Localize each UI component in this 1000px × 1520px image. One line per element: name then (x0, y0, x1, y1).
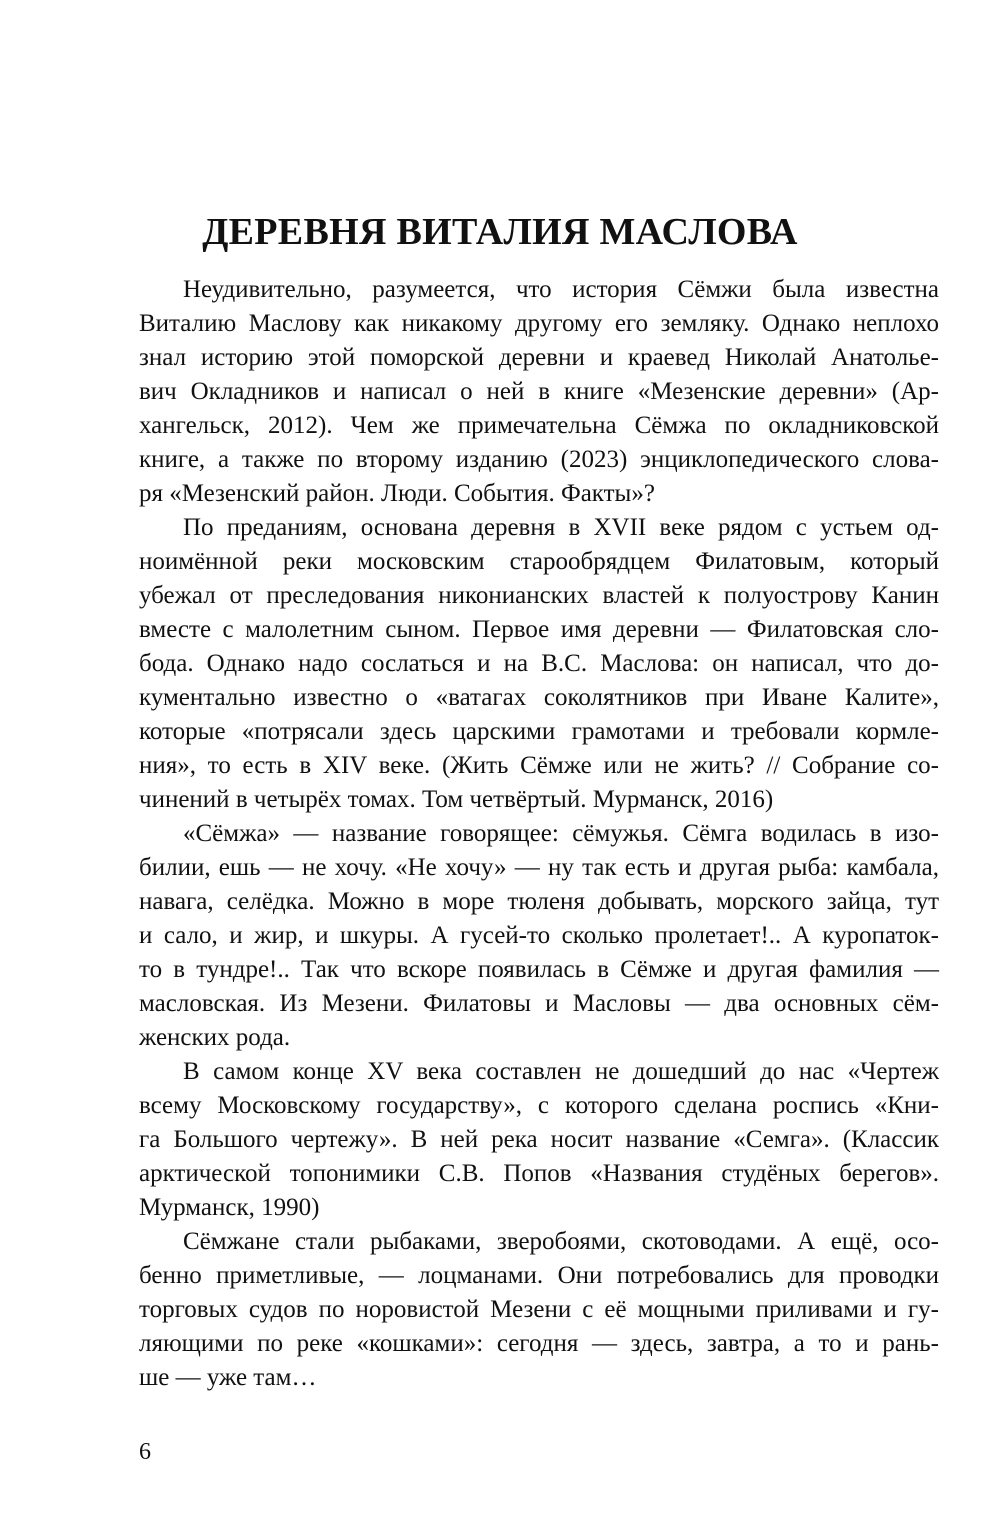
paragraph (139, 511, 939, 817)
text-line: всему Московскому государству», с которого сделана роспись «Кни- (139, 1092, 939, 1119)
text-line: ляющими по реке «кошками»: сегодня — здесь, завтра, а то и рань- (139, 1330, 939, 1357)
paragraph (139, 1055, 939, 1225)
text-line: то в тундре!.. Так что вскоре появилась в Сёмже и другая фамилия — (139, 956, 939, 983)
text-line: Сёмжане стали рыбаками, зверобоями, скотоводами. А ещё, осо- (183, 1228, 939, 1255)
text-line: и сало, и жир, и шкуры. А гусей-то сколько пролетает!.. А куропаток- (139, 922, 939, 949)
text-line: ноимённой реки московским старообрядцем Филатовым, который (139, 548, 939, 575)
text-line: бенно приметливые, — лоцманами. Они потребовались для проводки (139, 1262, 939, 1289)
text-line: Мурманск, 1990) (139, 1194, 320, 1221)
text-line: знал историю этой поморской деревни и краевед Николай Анатолье- (139, 344, 939, 371)
text-line: ря «Мезенский район. Люди. События. Факты»? (139, 480, 655, 507)
text-line: вместе с малолетним сыном. Первое имя деревни — Филатовская сло- (139, 616, 939, 643)
text-line: «Сёмжа» — название говорящее: сёмужья. Сёмга водилась в изо- (183, 820, 939, 847)
text-line: Виталию Маслову как никакому другому его земляку. Однако неплохо (139, 310, 939, 337)
page-number: 6 (139, 1439, 151, 1465)
paragraph (139, 273, 939, 511)
text-line: ше — уже там… (139, 1364, 317, 1391)
text-line: женских рода. (139, 1024, 291, 1051)
text-line: убежал от преследования никонианских властей к полуострову Канин (139, 582, 939, 609)
text-line: ния», то есть в XIV веке. (Жить Сёмже или не жить? // Собрание со- (139, 752, 939, 779)
text-line: масловская. Из Мезени. Филатовы и Масловы — два основных сём- (139, 990, 939, 1017)
text-line: Неудивительно, разумеется, что история Сёмжи была известна (183, 276, 939, 303)
text-line: чинений в четырёх томах. Том четвёртый. Мурманск, 2016) (139, 786, 774, 813)
text-line: торговых судов по норовистой Мезени с её мощными приливами и гу- (139, 1296, 939, 1323)
chapter-title: ДЕРЕВНЯ ВИТАЛИЯ МАСЛОВА (202, 211, 798, 253)
text-line: вич Окладников и написал о ней в книге «Мезенские деревни» (Ар- (139, 378, 939, 405)
text-line: га Большого чертежу». В ней река носит название «Семга». (Классик (139, 1126, 939, 1153)
text-line: хангельск, 2012). Чем же примечательна Сёмжа по окладниковской (139, 412, 939, 439)
paragraph (139, 1225, 939, 1395)
text-line: По преданиям, основана деревня в XVII веке рядом с устьем од- (183, 514, 939, 541)
text-line: билии, ешь — не хочу. «Не хочу» — ну так есть и другая рыба: камбала, (139, 854, 939, 881)
text-line: навага, селёдка. Можно в море тюленя добывать, морского зайца, тут (139, 888, 939, 915)
text-line: книге, а также по второму изданию (2023) энциклопедического слова- (139, 446, 939, 473)
text-line: бода. Однако надо сослаться и на В.С. Маслова: он написал, что до- (139, 650, 939, 677)
text-line: арктической топонимики С.В. Попов «Названия студёных берегов». (139, 1160, 939, 1187)
text-line: В самом конце XV века составлен не дошедший до нас «Чертеж (183, 1058, 939, 1085)
paragraph (139, 817, 939, 1055)
body-text (139, 273, 939, 1395)
text-line: которые «потрясали здесь царскими грамотами и требовали кормле- (139, 718, 939, 745)
text-line: кументально известно о «ватагах соколятников при Иване Калите», (139, 684, 939, 711)
